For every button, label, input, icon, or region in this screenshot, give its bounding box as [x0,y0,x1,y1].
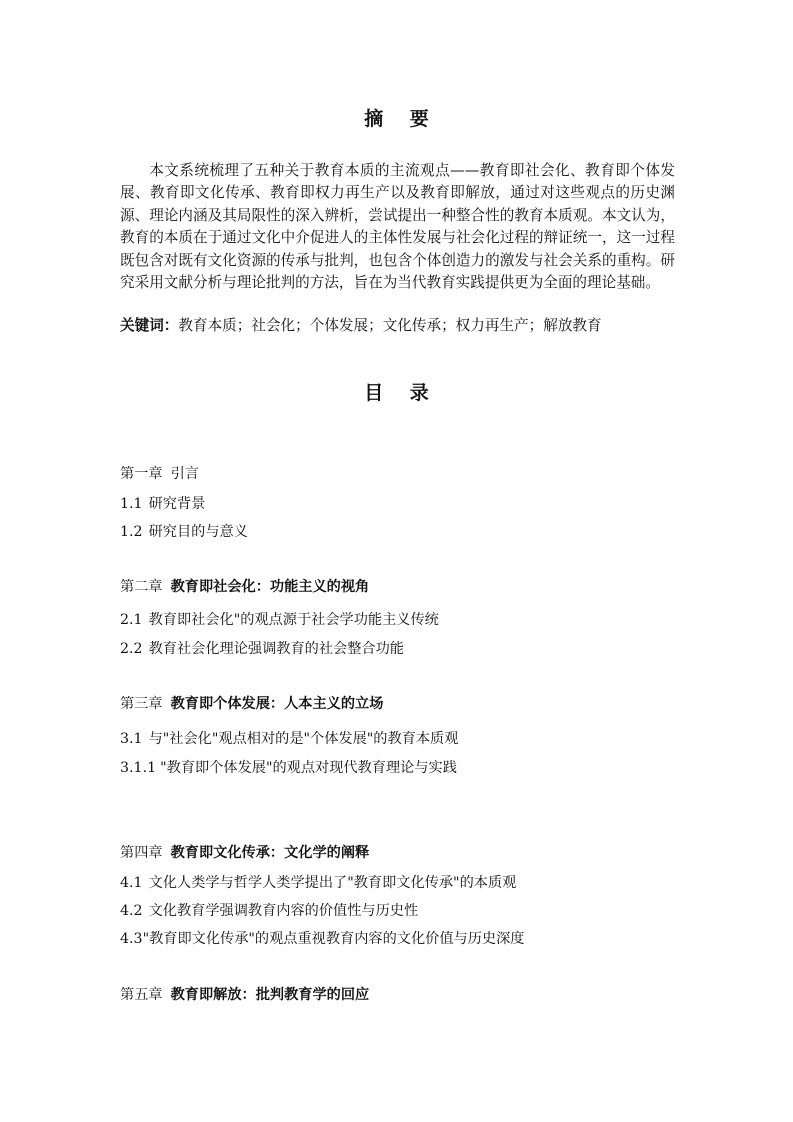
section-number: 4.1 [120,875,143,891]
section-number: 3.1.1 [120,760,157,776]
toc-section-4-2[interactable] [120,901,418,921]
section-title: 研究目的与意义 [148,524,248,540]
chapter-number: 第三章 [120,696,163,712]
toc-section-2-2[interactable] [120,639,404,659]
keywords-line [120,315,680,337]
chapter-number: 第一章 [120,466,163,482]
keywords-text: 教育本质；社会化；个体发展；文化传承；权力再生产；解放教育 [178,317,602,334]
section-title: 文化人类学与哲学人类学提出了"教育即文化传承"的本质观 [148,875,517,891]
section-title: 教育社会化理论强调教育的社会整合功能 [148,641,404,657]
abstract-title: 摘 要 [364,108,429,130]
toc-chapter-1[interactable] [120,464,199,484]
section-title: 4.3"教育即文化传承"的观点重视教育内容的文化价值与历史深度 [120,931,525,947]
section-number: 3.1 [120,731,143,747]
section-number: 4.2 [120,903,143,919]
chapter-number: 第二章 [120,579,163,595]
toc-section-4-1[interactable] [120,873,516,893]
toc-section-1-2[interactable] [120,522,248,542]
chapter-title: 教育即个体发展：人本主义的立场 [170,696,384,712]
toc-section-4-3[interactable] [120,929,525,949]
toc-section-3-1[interactable] [120,729,458,749]
toc-chapter-5[interactable] [120,985,369,1005]
chapter-title: 引言 [170,466,199,482]
abstract-body: 本文系统梳理了五种关于教育本质的主流观点——教育即社会化、教育即个体发展、教育即文化传承、教育即权力再生产以及教育即解放，通过对这些观点的历史渊源、理论内涵及其局限性的深入辨析，尝试提出一种整合性的教育本质观。本文认为，教育的本质在于通过文化中介促进人的主体性发展与社会化过程的辩证统一，这一过程既包含对既有文化资源的传承与批判，也包含个体创造力的激发与社会关系的重构。研究采用文献分析与理论批判的方法，旨在为当代教育实践提供更为全面的理论基础。 [120,162,675,292]
toc-title: 目 录 [364,382,429,404]
section-title: 文化教育学强调教育内容的价值性与历史性 [148,903,419,919]
section-title: "教育即个体发展"的观点对现代教育理论与实践 [160,760,457,776]
toc-chapter-3[interactable] [120,694,383,714]
toc-section-1-1[interactable] [120,494,205,514]
keywords-label: 关键词： [120,317,179,334]
chapter-title: 教育即文化传承：文化学的阐释 [170,845,370,861]
section-title: 研究背景 [148,496,206,512]
toc-chapter-2[interactable] [120,577,369,597]
section-number: 2.2 [120,641,143,657]
toc-chapter-4[interactable] [120,843,369,863]
section-number: 1.2 [120,524,143,540]
chapter-title: 教育即解放：批判教育学的回应 [170,987,370,1003]
toc-section-3-1-1[interactable] [120,758,457,778]
chapter-title: 教育即社会化：功能主义的视角 [170,579,370,595]
toc-section-2-1[interactable] [120,610,439,630]
chapter-number: 第四章 [120,845,163,861]
section-number: 2.1 [120,612,143,628]
section-number: 1.1 [120,496,143,512]
chapter-number: 第五章 [120,987,163,1003]
section-title: 与"社会化"观点相对的是"个体发展"的教育本质观 [148,731,459,747]
section-title: 教育即社会化"的观点源于社会学功能主义传统 [148,612,439,628]
